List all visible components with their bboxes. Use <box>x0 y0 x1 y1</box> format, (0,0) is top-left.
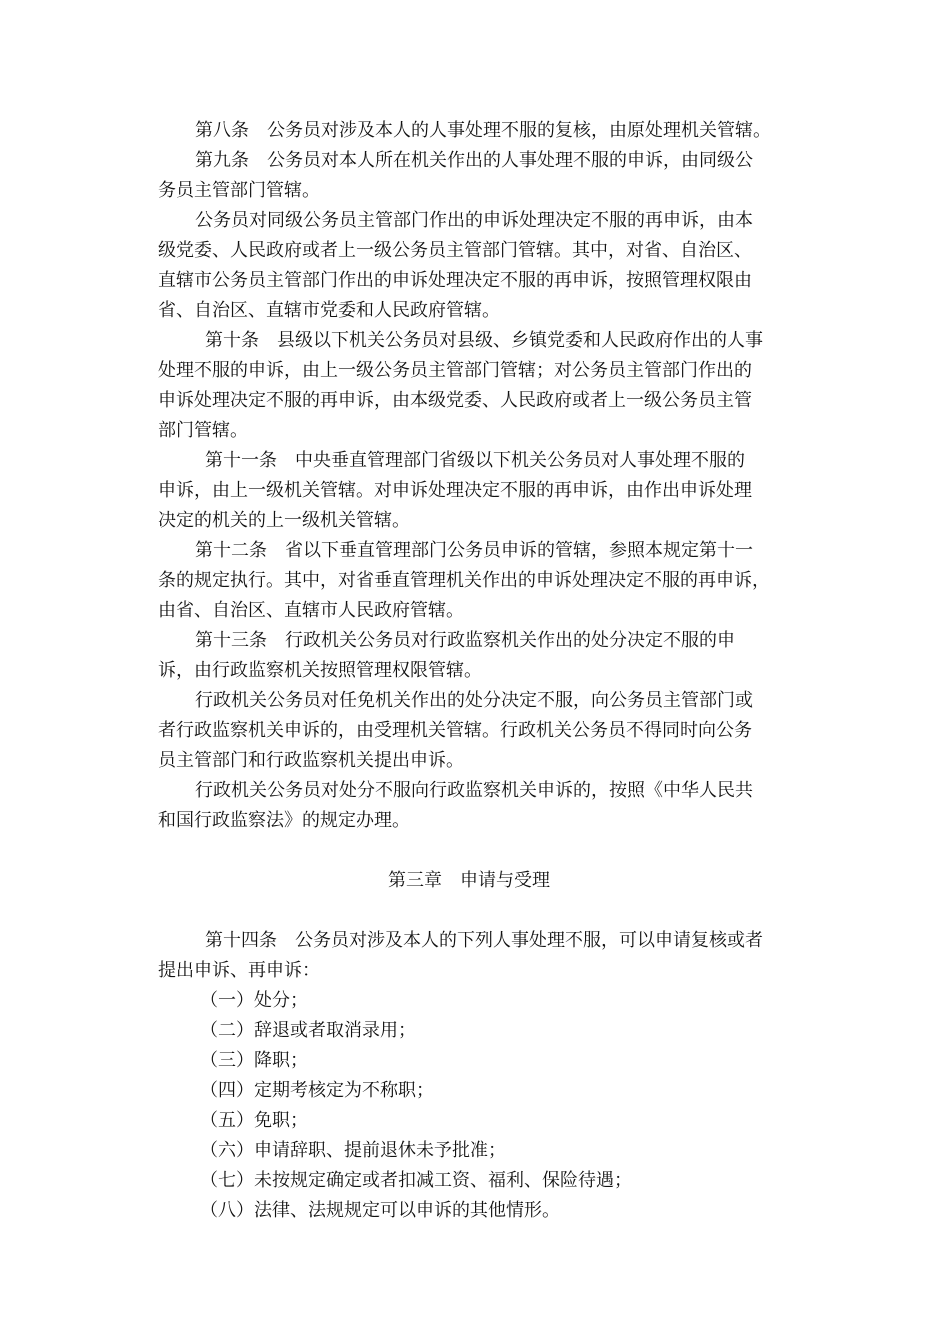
article-9-paragraph-line: 直辖市公务员主管部门作出的申诉处理决定不服的再申诉，按照管理权限由 <box>158 270 752 291</box>
article-9-paragraph-line: 级党委、人民政府或者上一级公务员主管部门管辖。其中，对省、自治区、 <box>158 240 752 261</box>
article-13-paragraph-line: 和国行政监察法》的规定办理。 <box>158 810 410 831</box>
article-9-paragraph-line: 省、自治区、直辖市党委和人民政府管辖。 <box>158 300 500 321</box>
article-12-line: 条的规定执行。其中，对省垂直管理机关作出的申诉处理决定不服的再申诉， <box>158 570 770 591</box>
list-item: （八）法律、法规规定可以申诉的其他情形。 <box>200 1200 560 1221</box>
list-item: （二）辞退或者取消录用； <box>200 1020 416 1041</box>
article-14-line: 提出申诉、再申诉： <box>158 960 320 981</box>
article-13-paragraph-line: 者行政监察机关申诉的，由受理机关管辖。行政机关公务员不得同时向公务 <box>158 720 752 741</box>
article-13-line: 第十三条 行政机关公务员对行政监察机关作出的处分决定不服的申 <box>195 630 735 651</box>
article-11-line: 决定的机关的上一级机关管辖。 <box>158 510 410 531</box>
chapter-heading: 第三章 申请与受理 <box>388 870 550 891</box>
article-9-line: 第九条 公务员对本人所在机关作出的人事处理不服的申诉，由同级公 <box>195 150 753 171</box>
article-10-line: 申诉处理决定不服的再申诉，由本级党委、人民政府或者上一级公务员主管 <box>158 390 752 411</box>
article-13-line: 诉，由行政监察机关按照管理权限管辖。 <box>158 660 482 681</box>
list-item: （一）处分； <box>200 990 308 1011</box>
article-13-paragraph-line: 行政机关公务员对任免机关作出的处分决定不服，向公务员主管部门或 <box>195 690 753 711</box>
article-10-line: 部门管辖。 <box>158 420 248 441</box>
article-12-line: 第十二条 省以下垂直管理部门公务员申诉的管辖，参照本规定第十一 <box>195 540 753 561</box>
article-8-line: 第八条 公务员对涉及本人的人事处理不服的复核，由原处理机关管辖。 <box>195 120 771 141</box>
article-14-line: 第十四条 公务员对涉及本人的下列人事处理不服，可以申请复核或者 <box>205 930 763 951</box>
article-9-paragraph-line: 公务员对同级公务员主管部门作出的申诉处理决定不服的再申诉，由本 <box>195 210 753 231</box>
list-item: （七）未按规定确定或者扣减工资、福利、保险待遇； <box>200 1170 632 1191</box>
list-item: （四）定期考核定为不称职； <box>200 1080 434 1101</box>
article-9-line: 务员主管部门管辖。 <box>158 180 320 201</box>
article-11-line: 申诉，由上一级机关管辖。对申诉处理决定不服的再申诉，由作出申诉处理 <box>158 480 752 501</box>
article-12-line: 由省、自治区、直辖市人民政府管辖。 <box>158 600 464 621</box>
list-item: （五）免职； <box>200 1110 308 1131</box>
article-11-line: 第十一条 中央垂直管理部门省级以下机关公务员对人事处理不服的 <box>205 450 745 471</box>
article-13-paragraph-line: 员主管部门和行政监察机关提出申诉。 <box>158 750 464 771</box>
article-10-line: 处理不服的申诉，由上一级公务员主管部门管辖；对公务员主管部门作出的 <box>158 360 752 381</box>
list-item: （六）申请辞职、提前退休未予批准； <box>200 1140 506 1161</box>
article-13-paragraph-line: 行政机关公务员对处分不服向行政监察机关申诉的，按照《中华人民共 <box>195 780 753 801</box>
article-10-line: 第十条 县级以下机关公务员对县级、乡镇党委和人民政府作出的人事 <box>205 330 763 351</box>
list-item: （三）降职； <box>200 1050 308 1071</box>
